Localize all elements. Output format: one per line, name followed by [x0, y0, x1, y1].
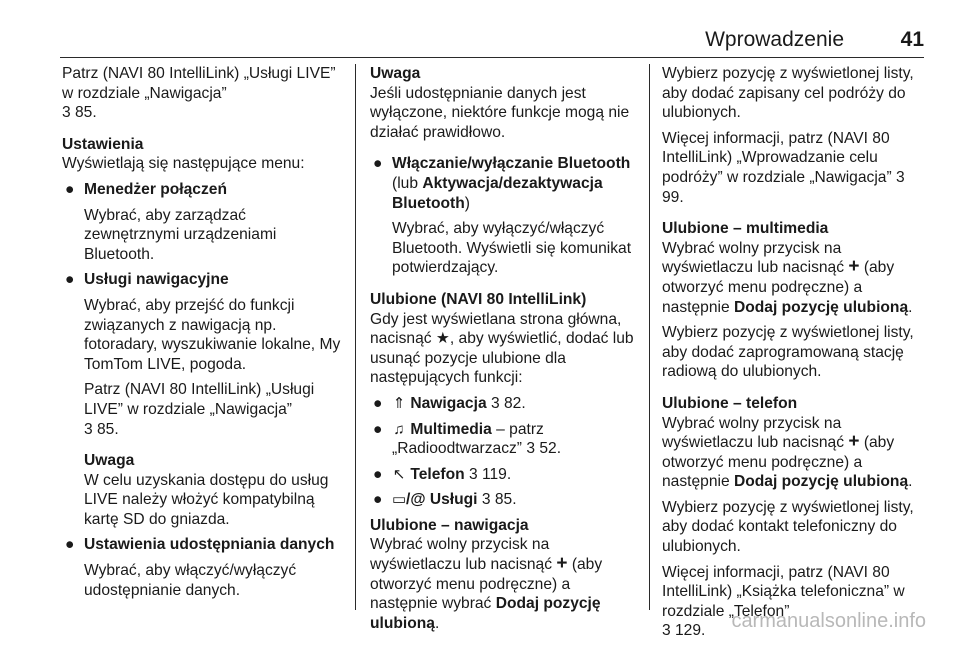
plus-icon: + [556, 553, 568, 575]
bullet-connection-manager: ● Menedżer połączeń [65, 180, 227, 198]
bullet-text: Wybrać, aby przejść do funkcji związanych z nawigacją np. fotoradary, wyszukiwanie lokalne, My TomTom LIVE, pogoda. [84, 296, 341, 373]
column-1 [62, 64, 344, 606]
column-divider-2 [649, 64, 650, 610]
bullet-icon: ● [65, 271, 75, 289]
note-heading: Uwaga [370, 65, 421, 82]
music-note-icon: ♫ [393, 420, 405, 438]
fav-multimedia-heading: Ulubione – multimedia [662, 220, 829, 238]
settings-heading: Ustawienia [62, 135, 144, 153]
bullet-icon: ● [373, 491, 383, 509]
intro-paragraph: Patrz (NAVI 80 IntelliLink) „Usługi LIVE” w rozdziale „Nawigacja” 3 85. [62, 65, 336, 122]
fav-navigation-text: Wybrać wolny przycisk na wyświetlaczu lub nacisnąć + (aby otworzyć menu podręczne) a następnie wybrać Dodaj pozycję ulubioną. [370, 536, 603, 632]
fav-navigation-heading: Ulubione – nawigacja [370, 516, 529, 534]
plus-icon: + [848, 431, 860, 453]
bullet-icon: ● [373, 394, 383, 412]
paragraph: Wybierz pozycję z wyświetlonej listy, aby dodać kontakt telefoniczny do ulubionych. [662, 498, 914, 556]
favourites-text: Gdy jest wyświetlana strona główna, nacisnąć ★, aby wyświetlić, dodać lub usunąć pozycje ulubione dla następujących funkcji: [370, 310, 634, 387]
bullet-text: Wybrać, aby włączyć/wyłączyć udostępnianie danych. [84, 562, 297, 599]
bullet-text: Wybrać, aby wyłączyć/włączyć Bluetooth. Wyświetli się komunikat potwierdzający. [392, 220, 632, 277]
note-block [62, 451, 344, 529]
bullet-navigation-services: ● Usługi nawigacyjne [65, 271, 229, 289]
fav-item-multimedia: ● ♫ Multimedia – patrz „Radioodtwarzacz” 3 52. [373, 420, 562, 458]
column-divider-1 [355, 64, 356, 610]
navigation-icon: ⇑ [392, 394, 406, 412]
bullet-data-sharing: ● Ustawienia udostępniania danych [65, 536, 335, 554]
fav-item-phone: ● ↖ Telefon 3 119. [373, 465, 512, 483]
page-title: Wprowadzenie [705, 28, 844, 51]
fav-item-navigation: ● ⇑ Nawigacja 3 82. [373, 394, 526, 412]
paragraph: Więcej informacji, patrz (NAVI 80 IntelliLink) „Książka telefoniczna” w rozdziale „Telefon” 3 129. [662, 563, 905, 640]
page-header [0, 0, 960, 60]
note-text: W celu uzyskania dostępu do usług LIVE należy włożyć kompatybilną kartę SD do gniazda. [84, 471, 329, 528]
paragraph: Więcej informacji, patrz (NAVI 80 IntelliLink) „Wprowadzanie celu podróży” w rozdziale „Nawigacja” 3 99. [662, 129, 905, 206]
bullet-icon: ● [373, 420, 383, 438]
fav-phone-heading: Ulubione – telefon [662, 394, 798, 412]
fav-multimedia-text: Wybrać wolny przycisk na wyświetlaczu lub nacisnąć + (aby otworzyć menu podręczne) a następnie Dodaj pozycję ulubioną. [662, 239, 913, 316]
page-ref: 3 85. [62, 104, 97, 122]
paragraph: Wybierz pozycję z wyświetlonej listy, aby dodać zaprogramowaną stację radiową do ulubionych. [662, 324, 914, 381]
bullet-text: Wybrać, aby zarządzać zewnętrznymi urządzeniami Bluetooth. [84, 206, 277, 263]
favourites-heading: Ulubione (NAVI 80 IntelliLink) [370, 290, 587, 308]
header-rule [60, 57, 924, 58]
fav-item-services: ● ▭/@ Usługi 3 85. [373, 491, 517, 509]
bullet-icon: ● [65, 536, 75, 554]
plus-icon: + [848, 256, 860, 278]
bullet-bluetooth: ● Włączanie/wyłączanie Bluetooth (lub Aktywacja/dezaktywacja Bluetooth) [373, 155, 631, 212]
fav-phone-text: Wybrać wolny przycisk na wyświetlaczu lub nacisnąć + (aby otworzyć menu podręczne) a następnie Dodaj pozycję ulubioną. [662, 414, 913, 491]
paragraph: Wybierz pozycję z wyświetlonej listy, aby dodać zapisany cel podróży do ulubionych. [662, 65, 914, 122]
bullet-icon: ● [65, 180, 75, 198]
settings-text: Wyświetlają się następujące menu: [62, 155, 305, 173]
bullet-icon: ● [373, 465, 383, 483]
note-heading: Uwaga [84, 452, 135, 470]
watermark: carmanualsonline.info [731, 610, 926, 632]
bullet-icon: ● [373, 155, 383, 173]
column-3 [662, 64, 928, 647]
page-number: 41 [900, 28, 924, 51]
column-2 [370, 64, 642, 639]
note-text: Jeśli udostępnianie danych jest wyłączone, niektóre funkcje mogą nie działać prawidłowo. [370, 84, 630, 141]
phone-icon: ↖ [392, 465, 406, 483]
folder-icon: ▭ [392, 491, 407, 509]
bullet-reference: Patrz (NAVI 80 IntelliLink) „Usługi LIVE” w rozdziale „Nawigacja” 3 85. [84, 381, 315, 438]
